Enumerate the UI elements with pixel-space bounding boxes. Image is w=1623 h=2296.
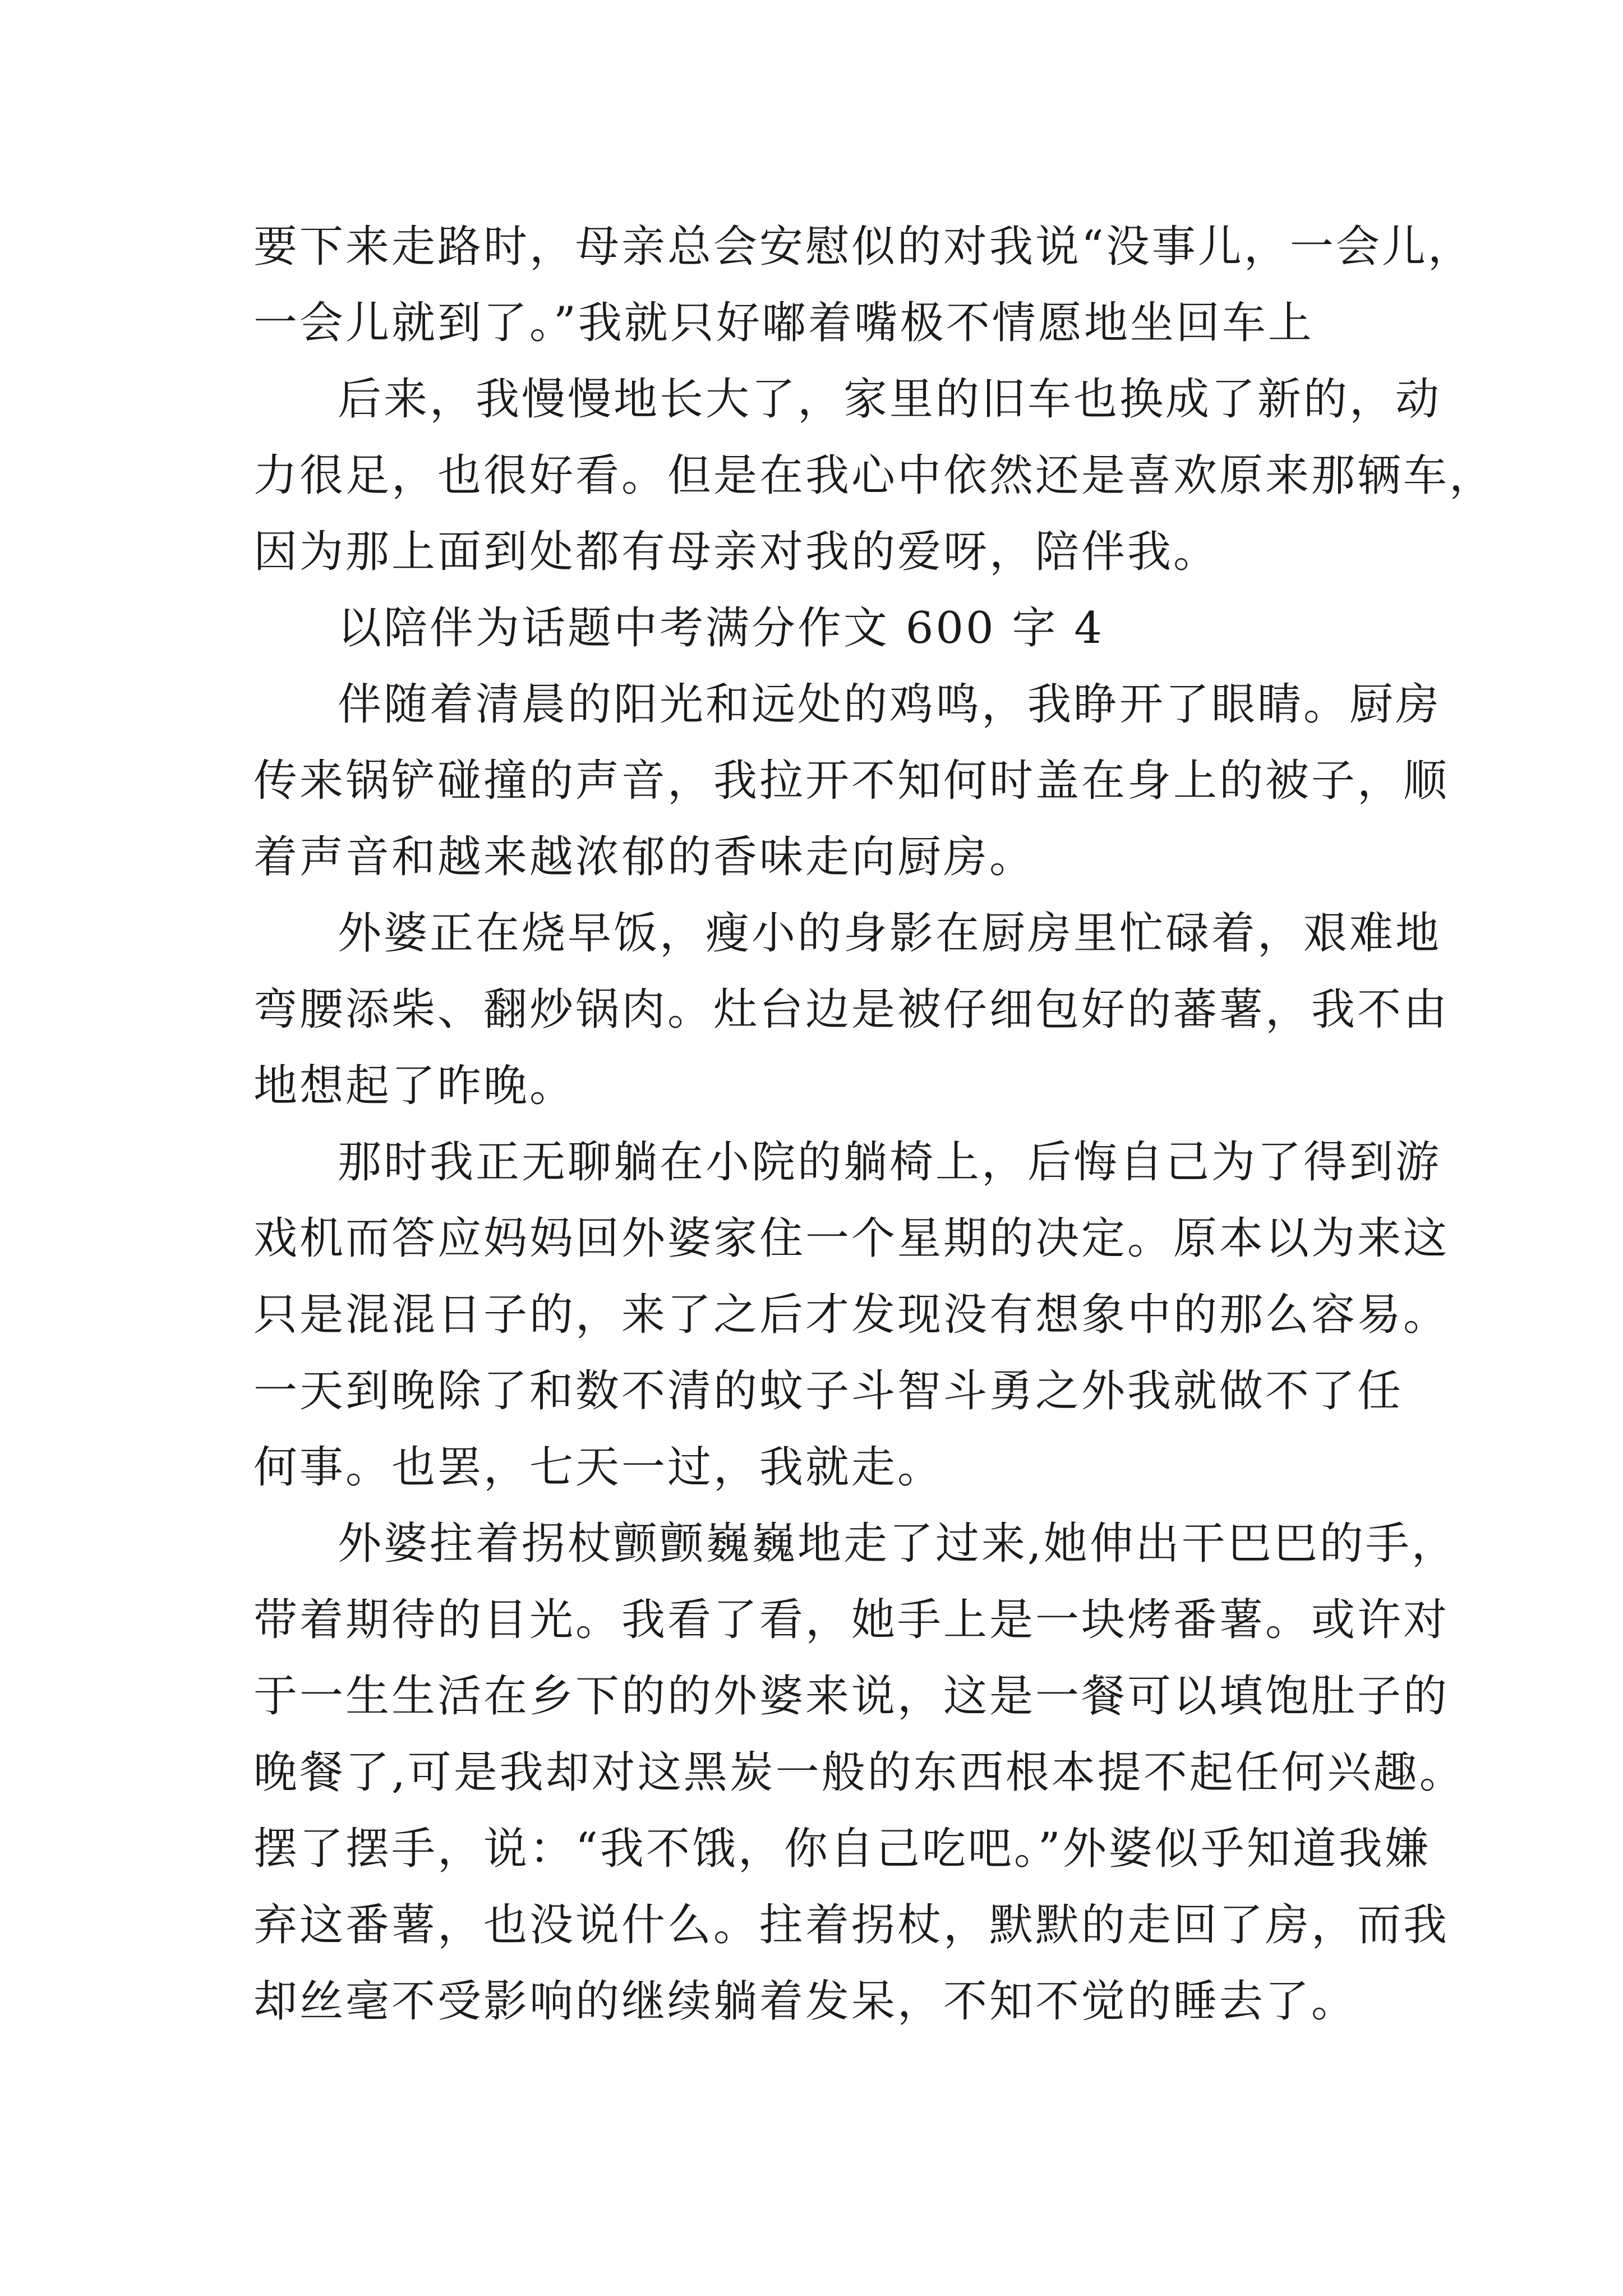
text-line: 带着期待的目光。我看了看，她手上是一块烤番薯。或许对: [253, 1595, 1450, 1645]
text-line: 后来，我慢慢地长大了，家里的旧车也换成了新的，动: [338, 374, 1442, 425]
text-line: 却丝毫不受影响的继续躺着发呆，不知不觉的睡去了。: [253, 1976, 1358, 2027]
text-line: 弃这番薯，也没说什么。拄着拐杖，默默的走回了房，而我: [253, 1900, 1450, 1950]
text-line: 因为那上面到处都有母亲对我的爱呀，陪伴我。: [253, 527, 1220, 577]
text-line: 于一生生活在乡下的的外婆来说，这是一餐可以填饱肚子的: [253, 1671, 1450, 1722]
text-line: 传来锅铲碰撞的声音，我拉开不知何时盖在身上的被子，顺: [253, 756, 1450, 806]
section-heading: 以陪伴为话题中考满分作文 600 字 4: [338, 603, 1104, 654]
text-line: 何事。也罢，七天一过，我就走。: [253, 1442, 944, 1493]
text-line: 地想起了昨晚。: [253, 1061, 576, 1111]
text-line: 戏机而答应妈妈回外婆家住一个星期的决定。原本以为来这: [253, 1213, 1450, 1264]
text-line: 只是混混日子的，来了之后才发现没有想象中的那么容易。: [253, 1290, 1450, 1340]
text-line: 弯腰添柴、翻炒锅肉。灶台边是被仔细包好的蕃薯，我不由: [253, 984, 1450, 1035]
text-line: 晚餐了,可是我却对这黑炭一般的东西根本提不起任何兴趣。: [253, 1747, 1465, 1798]
text-line: 伴随着清晨的阳光和远处的鸡鸣，我睁开了眼睛。厨房: [338, 679, 1442, 730]
article-body: [253, 209, 1496, 2040]
text-line: 一天到晚除了和数不清的蚊子斗智斗勇之外我就做不了任: [253, 1366, 1404, 1416]
text-line: 外婆拄着拐杖颤颤巍巍地走了过来,她伸出干巴巴的手，: [338, 1519, 1458, 1569]
text-line: 那时我正无聊躺在小院的躺椅上，后悔自己为了得到游: [338, 1137, 1442, 1188]
text-line: 一会儿就到了。”我就只好嘟着嘴极不情愿地坐回车上: [253, 298, 1314, 348]
text-line: 力很足，也很好看。但是在我心中依然还是喜欢原来那辆车，: [253, 450, 1496, 501]
text-line: 外婆正在烧早饭，瘦小的身影在厨房里忙碌着，艰难地: [338, 908, 1442, 959]
text-line: 要下来走路时，母亲总会安慰似的对我说“没事儿，一会儿，: [253, 222, 1474, 272]
text-line: 摆了摆手，说：“我不饿，你自己吃吧。”外婆似乎知道我嫌: [253, 1824, 1431, 1874]
text-line: 着声音和越来越浓郁的香味走向厨房。: [253, 832, 1036, 882]
